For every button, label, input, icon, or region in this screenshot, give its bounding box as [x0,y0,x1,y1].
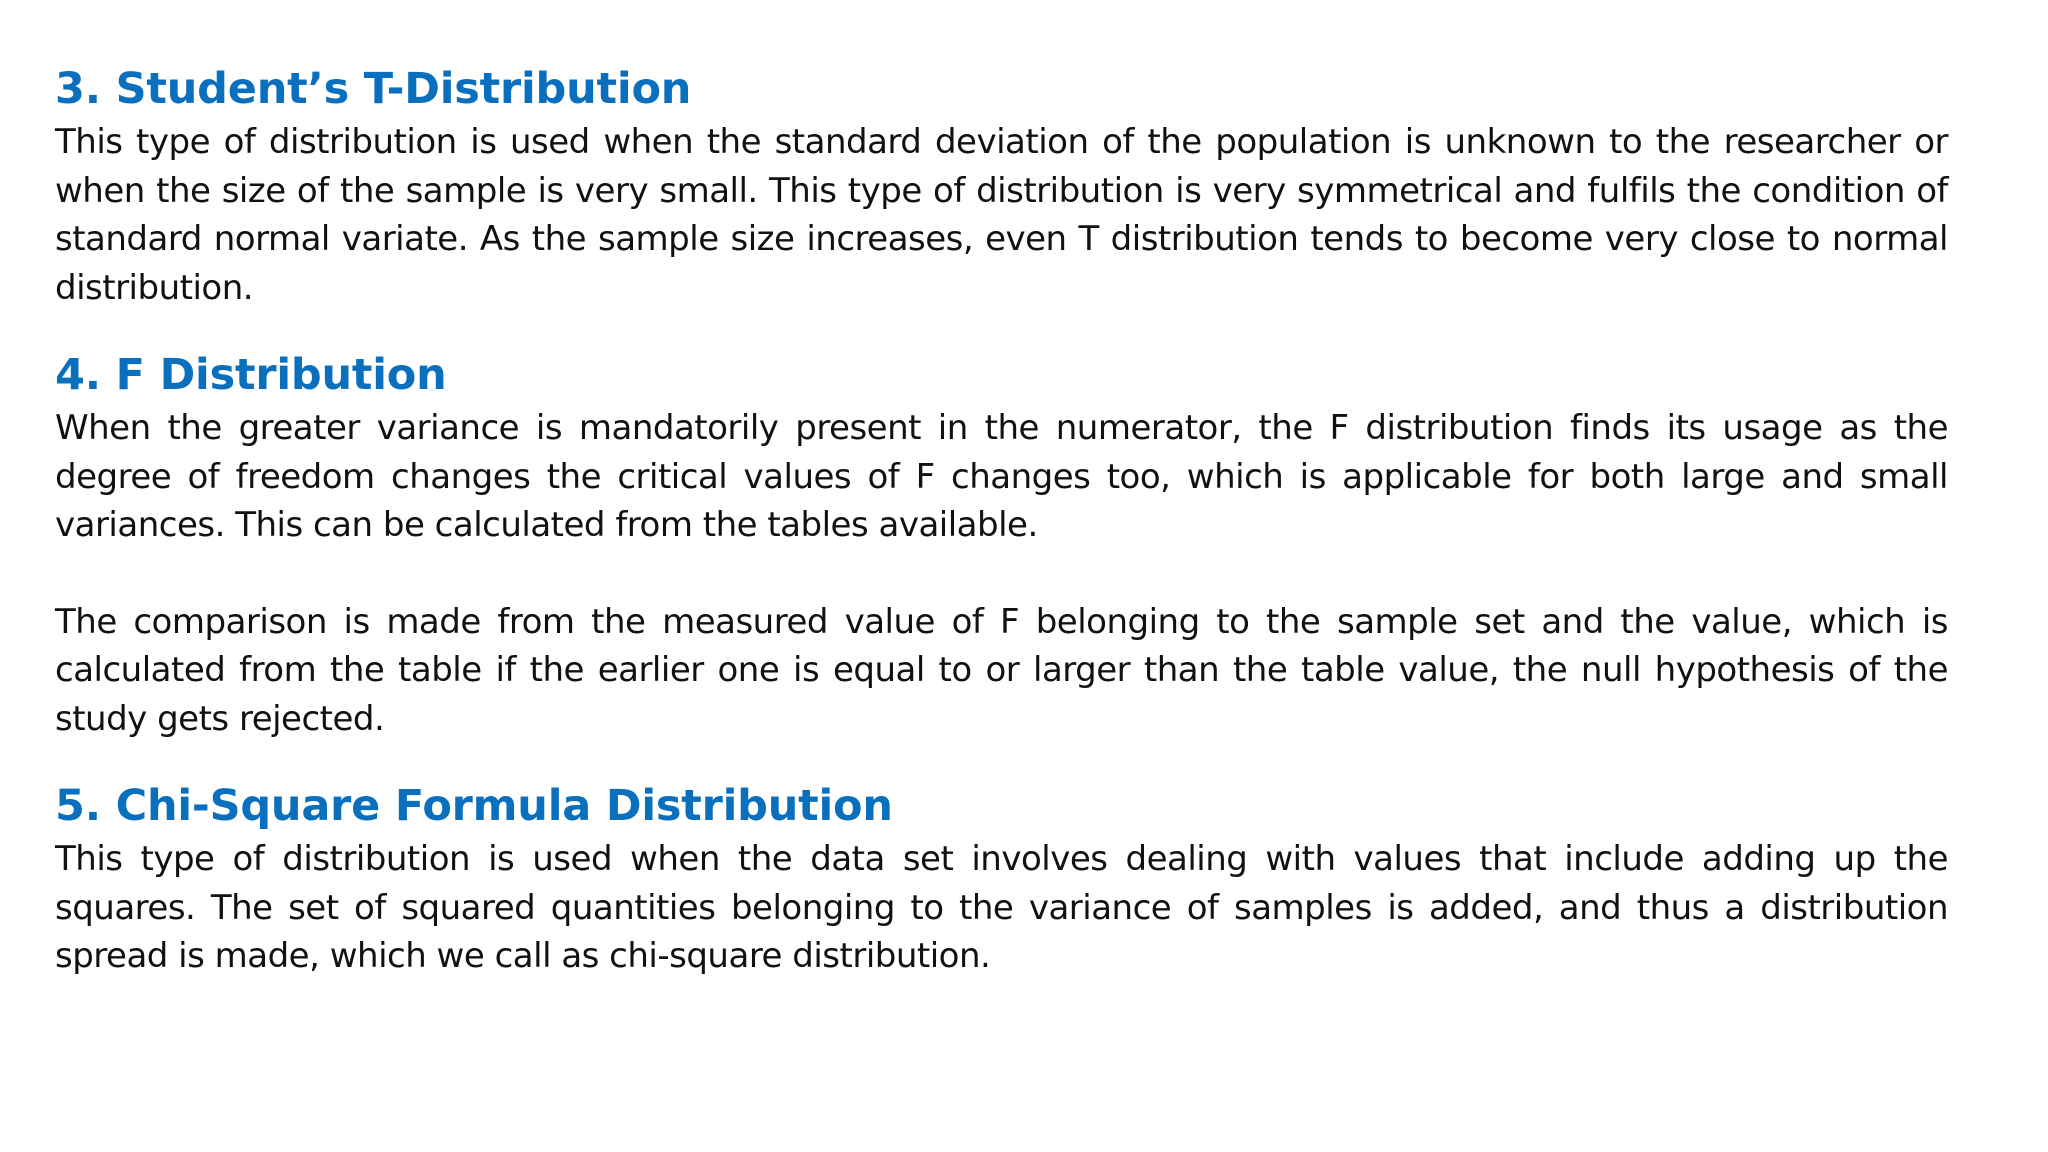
section-heading: 4. F Distribution [55,350,447,400]
section-f-distribution [55,348,1948,743]
section-heading: 3. Student’s T-Distribution [55,64,692,114]
section-chi-square-distribution [55,779,1948,981]
section-t-distribution [55,62,1948,312]
document-content [55,62,1948,1017]
section-paragraph: This type of distribution is used when the data set involves dealing with values that include adding up the squares. The set of squared quantities belonging to the variance of samples is added, and thus a distribution spread is made, which we call as chi-square distribution. [55,839,1948,976]
section-paragraph: When the greater variance is mandatorily present in the numerator, the F distribution finds its usage as the degree of freedom changes the critical values of F changes too, which is applicable for both large and small variances. This can be calculated from the tables available. [55,408,1948,545]
section-paragraph: The comparison is made from the measured value of F belonging to the sample set and the value, which is calculated from the table if the earlier one is equal to or larger than the table value, the null hypothesis of the study gets rejected. [55,601,1948,739]
section-heading: 5. Chi-Square Formula Distribution [55,781,893,831]
section-paragraph: This type of distribution is used when the standard deviation of the population is unknown to the researcher or when the size of the sample is very small. This type of distribution is very symmetrical and fulfils the condition of standard normal variate. As the sample size increases, even T distribution tends to become very close to normal distribution. [55,122,1948,308]
